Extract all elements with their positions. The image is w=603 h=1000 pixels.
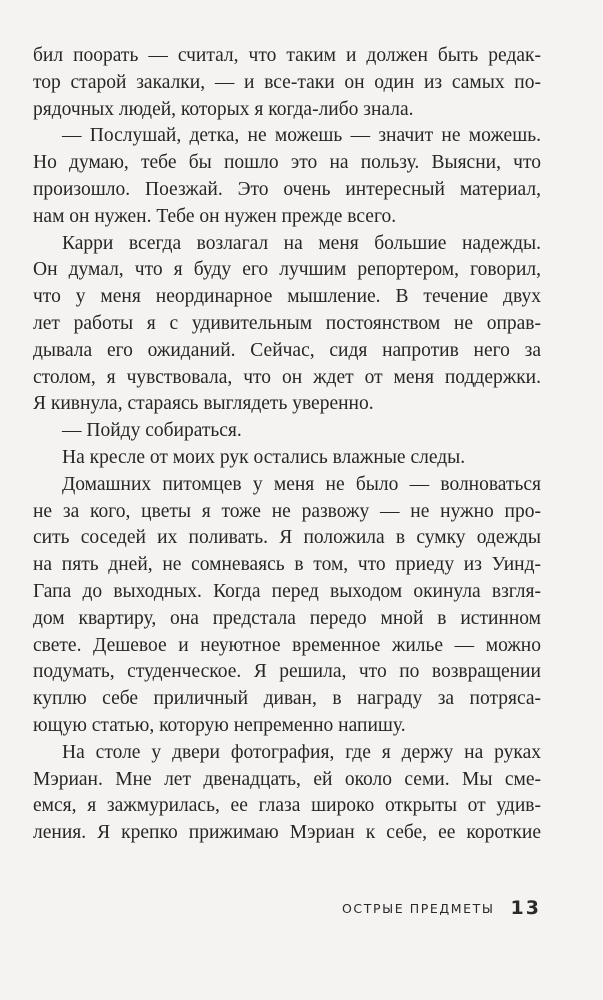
text-line: ющую статью, которую непременно напишу. xyxy=(33,714,406,736)
text-line: рядочных людей, которых я когда-либо знала. xyxy=(33,98,414,120)
text-line: Гапа до выходных. Когда перед выходом окинула взгля- xyxy=(33,580,541,602)
text-line: ления. Я крепко прижимаю Мэриан к себе, ее короткие xyxy=(33,822,541,844)
text-line: — Послушай, детка, не можешь — значит не можешь. xyxy=(62,125,541,147)
text-line: Мэриан. Мне лет двенадцать, ей около семи. Мы сме- xyxy=(33,768,541,790)
text-line: Но думаю, тебе бы пошло это на пользу. Выясни, что xyxy=(33,152,541,174)
page-number: 13 xyxy=(510,897,541,919)
text-line: На столе у двери фотография, где я держу на руках xyxy=(62,741,541,763)
text-line: дом квартиру, она предстала передо мной в истинном xyxy=(33,607,541,629)
text-line: Домашних питомцев у меня не было — волноваться xyxy=(62,473,541,495)
text-line: дывала его ожиданий. Сейчас, сидя напротив него за xyxy=(33,339,541,361)
text-line: что у меня неординарное мышление. В течение двух xyxy=(33,286,541,308)
text-line: Карри всегда возлагал на меня большие надежды. xyxy=(62,232,541,254)
running-title: ОСТРЫЕ ПРЕДМЕТЫ xyxy=(341,900,495,916)
page-body-text xyxy=(33,43,541,847)
text-line: произошло. Поезжай. Это очень интересный материал, xyxy=(33,178,541,200)
text-line: тор старой закалки, — и все-таки он один из самых по- xyxy=(33,71,541,93)
text-line: подумать, студенческое. Я решила, что по возвращении xyxy=(33,661,541,683)
text-line: куплю себе приличный диван, в награду за потряса- xyxy=(33,688,541,710)
text-line: на пять дней, не сомневаясь в том, что приеду из Уинд- xyxy=(33,554,541,576)
text-line: сить соседей их поливать. Я положила в сумку одежды xyxy=(33,527,541,549)
text-line: нам он нужен. Тебе он нужен прежде всего. xyxy=(33,205,397,227)
text-line: столом, я чувствовала, что он ждет от меня поддержки. xyxy=(33,366,541,388)
text-line: емся, я зажмурилась, ее глаза широко открыты от удив- xyxy=(33,795,541,817)
text-line: Я кивнула, стараясь выглядеть уверенно. xyxy=(33,393,374,415)
text-line: На кресле от моих рук остались влажные следы. xyxy=(62,446,466,468)
text-line: — Пойду собираться. xyxy=(62,420,242,442)
text-line: не за кого, цветы я тоже не развожу — не нужно про- xyxy=(33,500,541,522)
text-line: бил поорать — считал, что таким и должен быть редак- xyxy=(33,45,541,66)
text-line: лет работы я с удивительным постоянством не оправ- xyxy=(33,312,541,334)
text-line: Он думал, что я буду его лучшим репортером, говорил, xyxy=(33,259,541,281)
page-footer xyxy=(0,897,541,919)
text-line: свете. Дешевое и неуютное временное жилье — можно xyxy=(33,634,541,656)
